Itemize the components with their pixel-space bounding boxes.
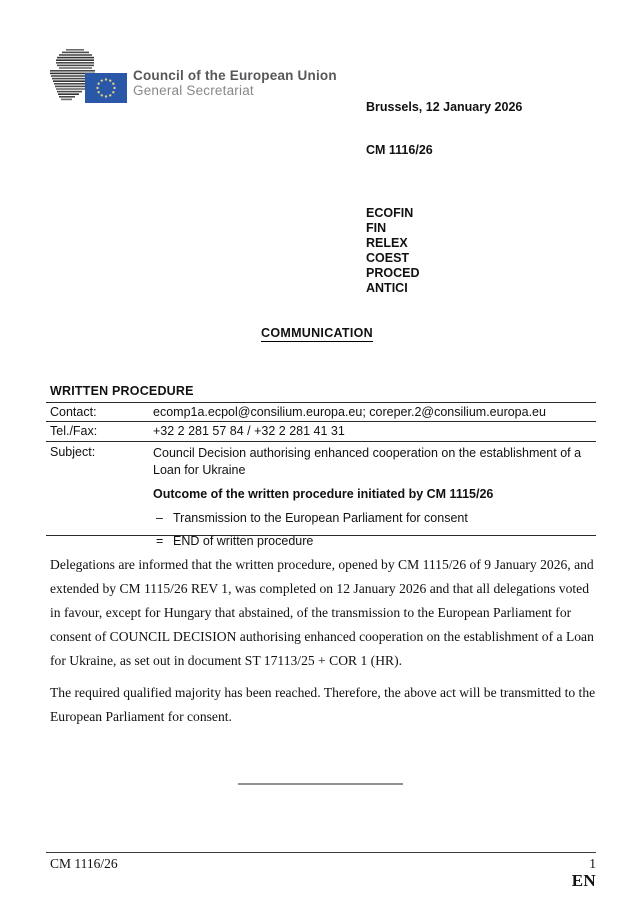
committee-code: COEST	[366, 251, 410, 265]
council-emblem-icon	[42, 47, 132, 107]
org-subtitle: General Secretariat	[133, 83, 254, 98]
document-title	[0, 324, 634, 342]
committee-code: RELEX	[366, 236, 408, 250]
subject-outcome: Outcome of the written procedure initiated by CM 1115/26	[153, 487, 494, 501]
footer-document-number: CM 1116/26	[50, 856, 118, 871]
footer-rule	[46, 852, 596, 853]
committee-code: ECOFIN	[366, 206, 414, 220]
subject-item	[153, 510, 593, 526]
telfax-label: Tel./Fax:	[50, 424, 98, 438]
document-number: CM 1116/26	[366, 143, 433, 157]
end-of-text-divider	[238, 783, 403, 785]
table-rule	[46, 421, 596, 422]
subject-item	[153, 533, 593, 549]
committee-codes-list	[366, 206, 419, 296]
org-name: Council of the European Union	[133, 68, 337, 83]
written-procedure-heading: WRITTEN PROCEDURE	[50, 384, 194, 398]
committee-code: PROCED	[366, 266, 420, 280]
committee-code: ANTICI	[366, 281, 408, 295]
committee-code: FIN	[366, 221, 387, 235]
equals-bullet: =	[156, 534, 164, 548]
body-text	[50, 553, 597, 729]
subject-value	[153, 445, 593, 549]
place-and-date: Brussels, 12 January 2026	[366, 100, 523, 114]
council-logo	[42, 47, 132, 107]
footer-page-number: 1	[589, 856, 596, 871]
subject-text: Council Decision authorising enhanced cooperation on the establishment of a Loan for Ukraine	[153, 446, 582, 477]
telfax-value: +32 2 281 57 84 / +32 2 281 41 31	[153, 424, 345, 438]
document-title-text: COMMUNICATION	[261, 326, 373, 340]
body-paragraph: Delegations are informed that the written procedure, opened by CM 1115/26 of 9 January 2026, and extended by CM 1115/26 REV 1, was completed on 12 January 2026 and that all delegations voted in favour, except for Hungary that abstained, of the transmission to the European Parliament for consent of COUNCIL DECISION authorising enhanced cooperation on the establishment of a Loan for Ukraine, as set out in document ST 17113/25 + COR 1 (HR).	[50, 557, 594, 668]
subject-item-text: Transmission to the European Parliament for consent	[173, 511, 468, 525]
table-rule	[46, 441, 596, 442]
subject-label: Subject:	[50, 445, 96, 459]
eu-flag-icon	[85, 73, 127, 103]
subject-item-text: END of written procedure	[173, 534, 314, 548]
footer-language-code: EN	[571, 871, 596, 890]
table-rule	[46, 402, 596, 403]
dash-bullet: –	[156, 511, 163, 525]
contact-label: Contact:	[50, 405, 97, 419]
body-paragraph: The required qualified majority has been reached. Therefore, the above act will be transmitted to the European Parliament for consent.	[50, 685, 596, 724]
contact-value: ecomp1a.ecpol@consilium.europa.eu; coreper.2@consilium.europa.eu	[153, 405, 546, 419]
